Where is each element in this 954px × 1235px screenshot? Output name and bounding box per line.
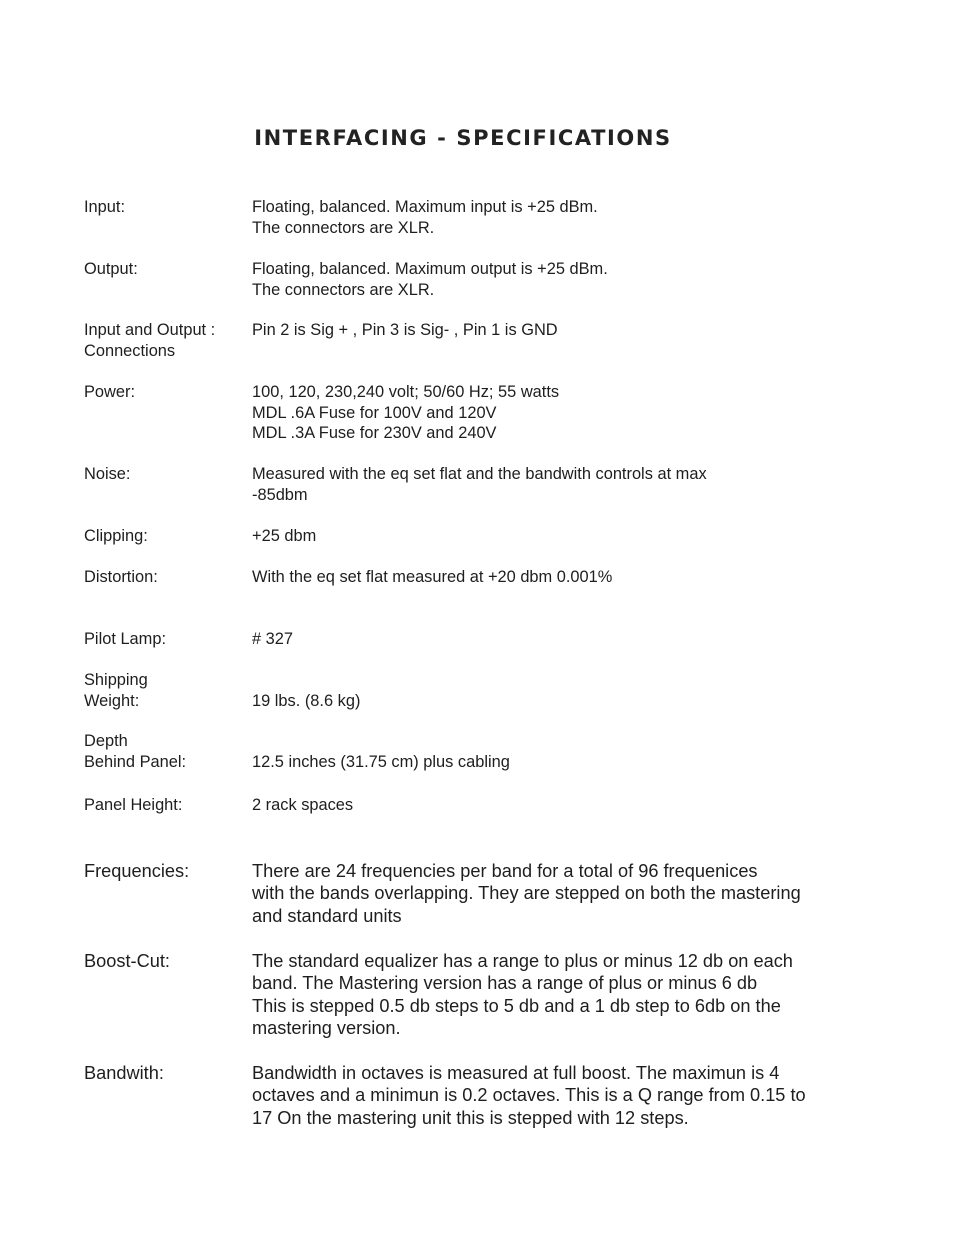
spec-value: 19 lbs. (8.6 kg) [252, 691, 361, 710]
spec-label: Clipping: [84, 527, 148, 545]
spec-value: Floating, balanced. Maximum output is +25 dBm. The connectors are XLR. [252, 260, 608, 299]
spec-label: Output: [84, 260, 138, 278]
spec-label: Frequencies: [84, 861, 190, 881]
spec-label: Distortion: [84, 568, 158, 586]
spec-label: Power: [84, 383, 136, 401]
spec-label: Input and Output : Connections [84, 321, 216, 360]
spec-value: With the eq set flat measured at +20 dbm 0.001% [252, 568, 613, 586]
spec-label: Noise: [84, 465, 131, 483]
spec-value: 12.5 inches (31.75 cm) plus cabling [252, 752, 510, 771]
spec-value: Floating, balanced. Maximum input is +25 dBm. The connectors are XLR. [252, 198, 598, 237]
spec-value: Pin 2 is Sig + , Pin 3 is Sig- , Pin 1 is GND [252, 321, 558, 339]
spec-value: +25 dbm [252, 527, 317, 545]
spec-value: Bandwidth in octaves is measured at full boost. The maximun is 4 octaves and a minimun is 0.2 octaves. This is a Q range from 0.15 to 17 On the mastering unit this is stepped with 12 steps. [252, 1063, 806, 1128]
page-title: INTERFACING - SPECIFICATIONS [254, 126, 672, 150]
spec-value: Measured with the eq set flat and the bandwith controls at max -85dbm [252, 465, 707, 504]
spec-value: 100, 120, 230,240 volt; 50/60 Hz; 55 watts MDL .6A Fuse for 100V and 120V MDL .3A Fuse for 230V and 240V [252, 383, 560, 443]
spec-value: The standard equalizer has a range to plus or minus 12 db on each band. The Mastering version has a range of plus or minus 6 db This is stepped 0.5 db steps to 5 db and a 1 db step to 6db on the mastering version. [252, 951, 793, 1039]
spec-label: Depth Behind Panel: [84, 732, 187, 771]
spec-value: There are 24 frequencies per band for a total of 96 frequenices with the bands overlapping. They are stepped on both the mastering and standard units [252, 861, 801, 926]
spec-label: Panel Height: [84, 796, 183, 814]
spec-label: Bandwith: [84, 1063, 164, 1083]
spec-value: # 327 [252, 630, 294, 648]
spec-label: Shipping Weight: [84, 671, 148, 710]
spec-label: Boost-Cut: [84, 951, 170, 971]
spec-label: Input: [84, 198, 126, 216]
spec-label: Pilot Lamp: [84, 630, 166, 648]
spec-value: 2 rack spaces [252, 796, 354, 814]
